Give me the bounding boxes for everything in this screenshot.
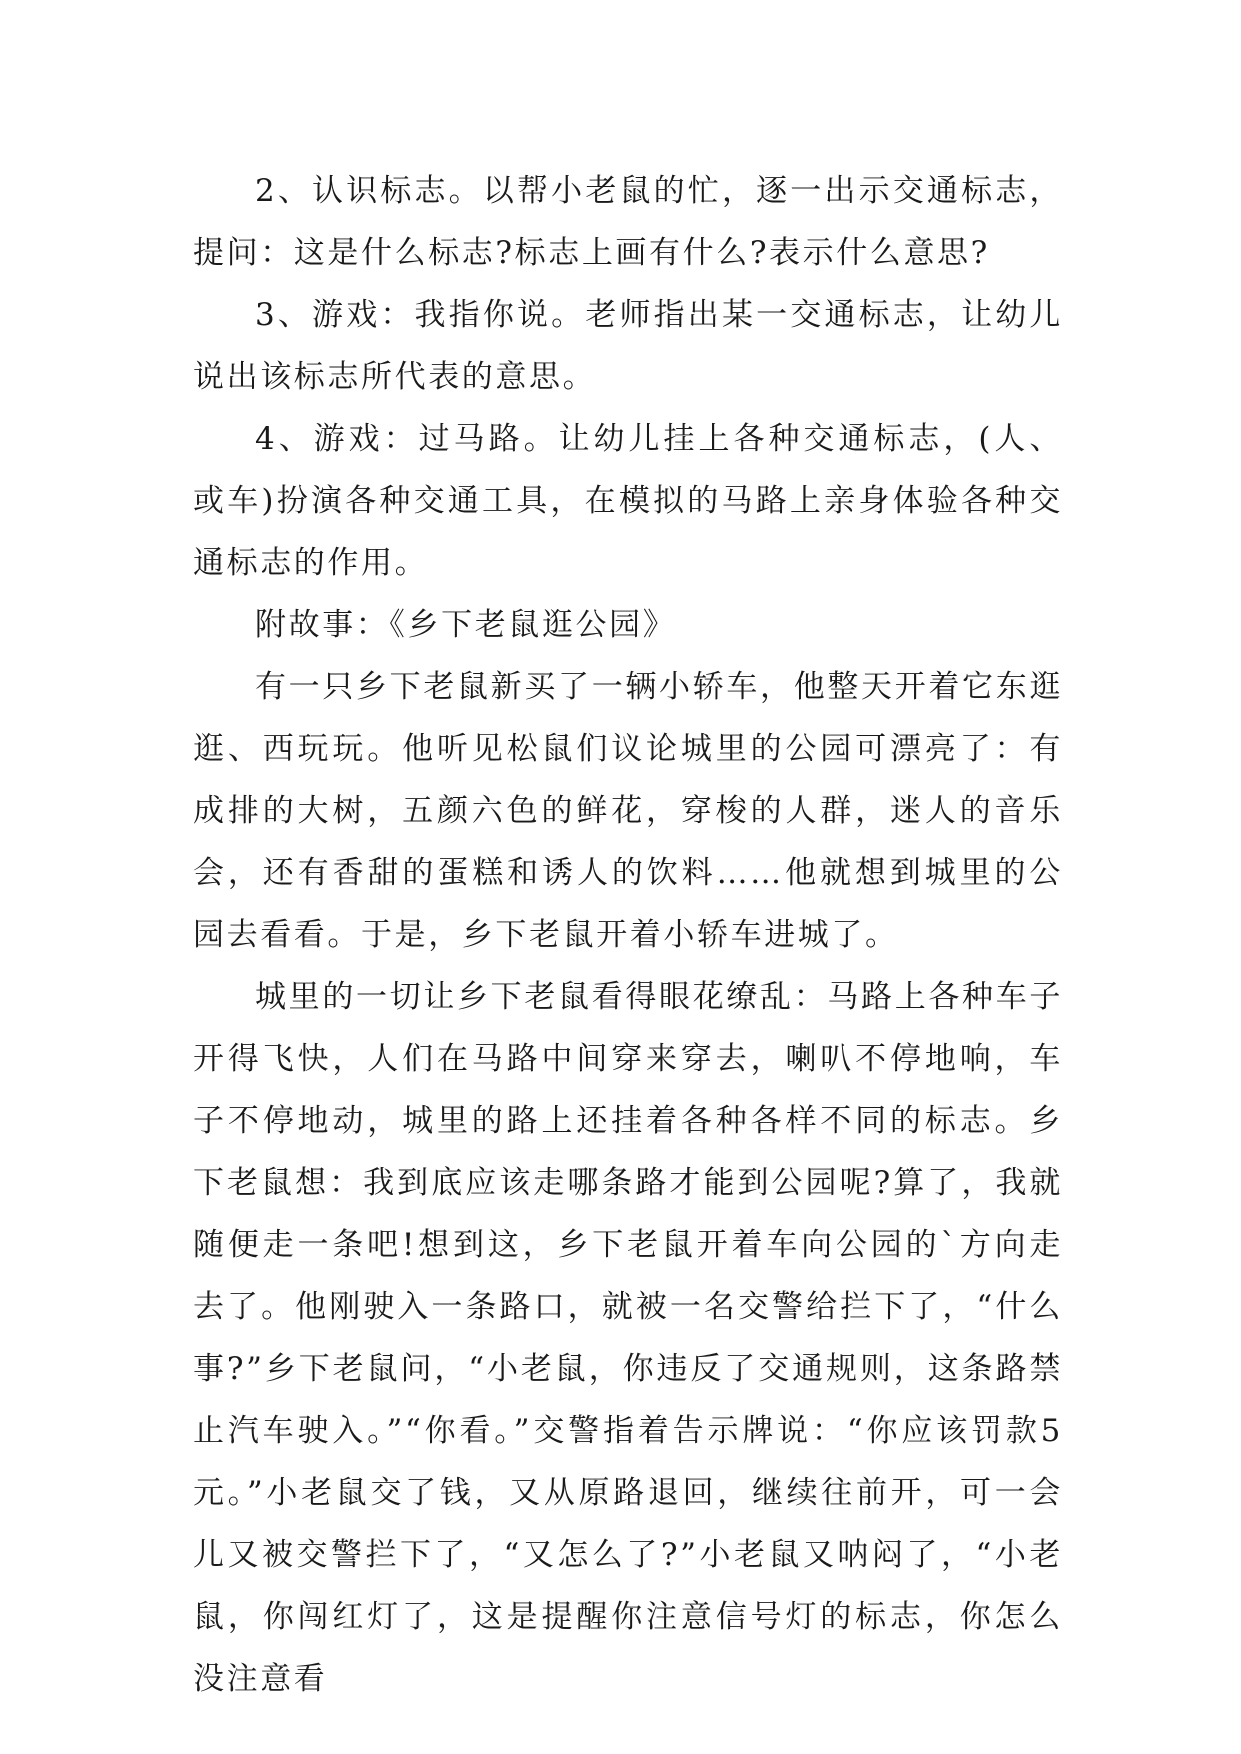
story-title: 附故事：《乡下老鼠逛公园》 [255, 607, 677, 643]
paragraph-item-4: 4、游戏：过马路。让幼儿挂上各种交通标志，(人、或车)扮演各种交通工具，在模拟的马路上亲身体验各种交通标志的作用。 [193, 421, 1063, 581]
story-paragraph-2: 城里的一切让乡下老鼠看得眼花缭乱：马路上各种车子开得飞快，人们在马路中间穿来穿去，喇叭不停地响，车子不停地动，城里的路上还挂着各种各样不同的标志。乡下老鼠想：我到底应该走哪条路才能到公园呢?算了，我就随便走一条吧!想到这，乡下老鼠开着车向公园的`方向走去了。他刚驶入一条路口，就被一名交警给拦下了，“什么事?”乡下老鼠问，“小老鼠，你违反了交通规则，这条路禁止汽车驶入。”“你看。”交警指着告示牌说：“你应该罚款5元。”小老鼠交了钱，又从原路退回，继续往前开，可一会儿又被交警拦下了，“又怎么了?”小老鼠又呐闷了，“小老鼠，你闯红灯了，这是提醒你注意信号灯的标志，你怎么没注意看 [193, 979, 1063, 1697]
story-paragraph-1: 有一只乡下老鼠新买了一辆小轿车，他整天开着它东逛逛、西玩玩。他听见松鼠们议论城里的公园可漂亮了：有成排的大树，五颜六色的鲜花，穿梭的人群，迷人的音乐会，还有香甜的蛋糕和诱人的饮料……他就想到城里的公园去看看。于是，乡下老鼠开着小轿车进城了。 [193, 669, 1063, 953]
paragraph-item-3: 3、游戏：我指你说。老师指出某一交通标志，让幼儿说出该标志所代表的意思。 [193, 297, 1063, 395]
document-body [193, 160, 1063, 1710]
paragraph-item-2: 2、认识标志。以帮小老鼠的忙，逐一出示交通标志，提问：这是什么标志?标志上画有什么?表示什么意思? [193, 173, 1063, 271]
